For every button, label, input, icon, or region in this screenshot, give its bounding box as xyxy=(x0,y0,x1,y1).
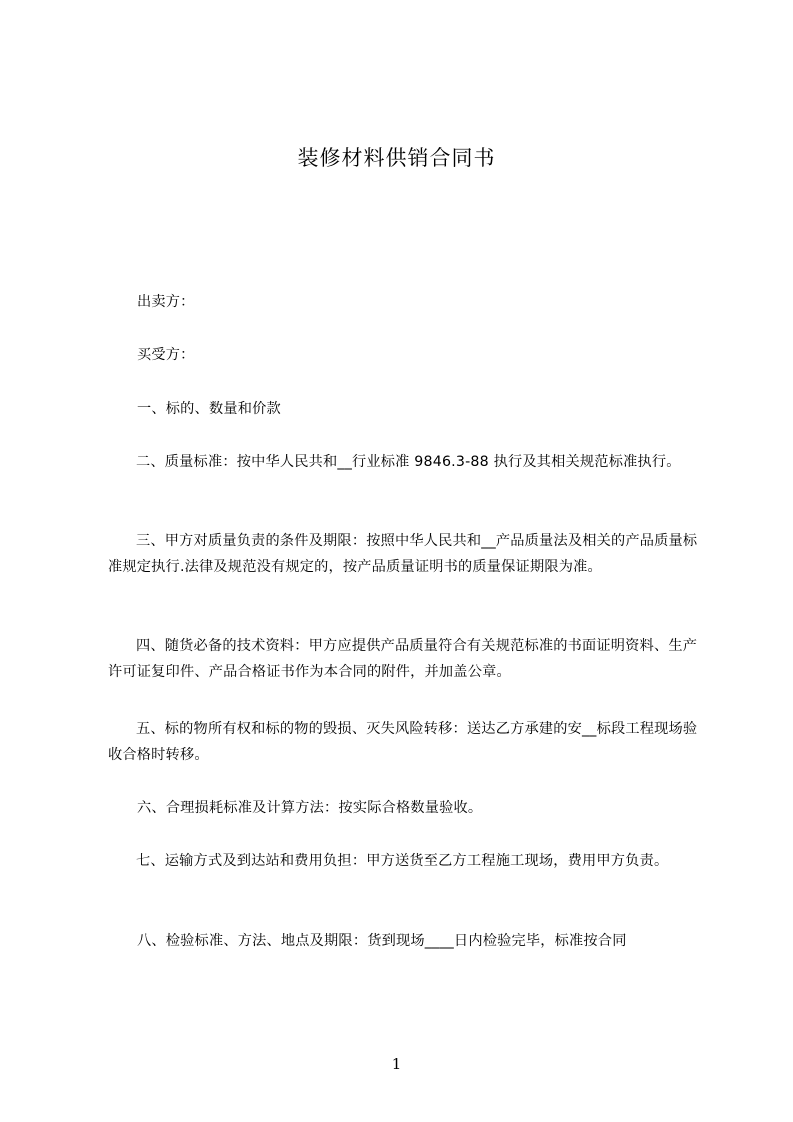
page-number: 1 xyxy=(391,1055,402,1073)
clause-4: 四、随货必备的技术资料：甲方应提供产品质量符合有关规范标准的书面证明资料、生产许可证复印件、产品合格证书作为本合同的附件，并加盖公章。 xyxy=(108,638,698,680)
seller-label: 出卖方： xyxy=(137,294,195,310)
clause-2: 二、质量标准：按中华人民共和__行业标准 9846.3-88 执行及其相关规范标准执行。 xyxy=(136,454,681,470)
clause-5: 五、标的物所有权和标的物的毁损、灭失风险转移：送达乙方承建的安__标段工程现场验收合格时转移。 xyxy=(108,721,698,763)
clause-7: 七、运输方式及到达站和费用负担：甲方送货至乙方工程施工现场，费用甲方负责。 xyxy=(136,853,669,869)
clause-8: 八、检验标准、方法、地点及期限：货到现场____日内检验完毕，标准按合同 xyxy=(137,933,627,949)
clause-1: 一、标的、数量和价款 xyxy=(137,401,281,417)
clause-3: 三、甲方对质量负责的条件及期限：按照中华人民共和__产品质量法及相关的产品质量标准规定执行.法律及规范没有规定的，按产品质量证明书的质量保证期限为准。 xyxy=(108,533,698,575)
buyer-label: 买受方： xyxy=(137,347,195,363)
document-title: 装修材料供销合同书 xyxy=(297,146,496,170)
clause-6: 六、合理损耗标准及计算方法：按实际合格数量验收。 xyxy=(137,800,483,816)
